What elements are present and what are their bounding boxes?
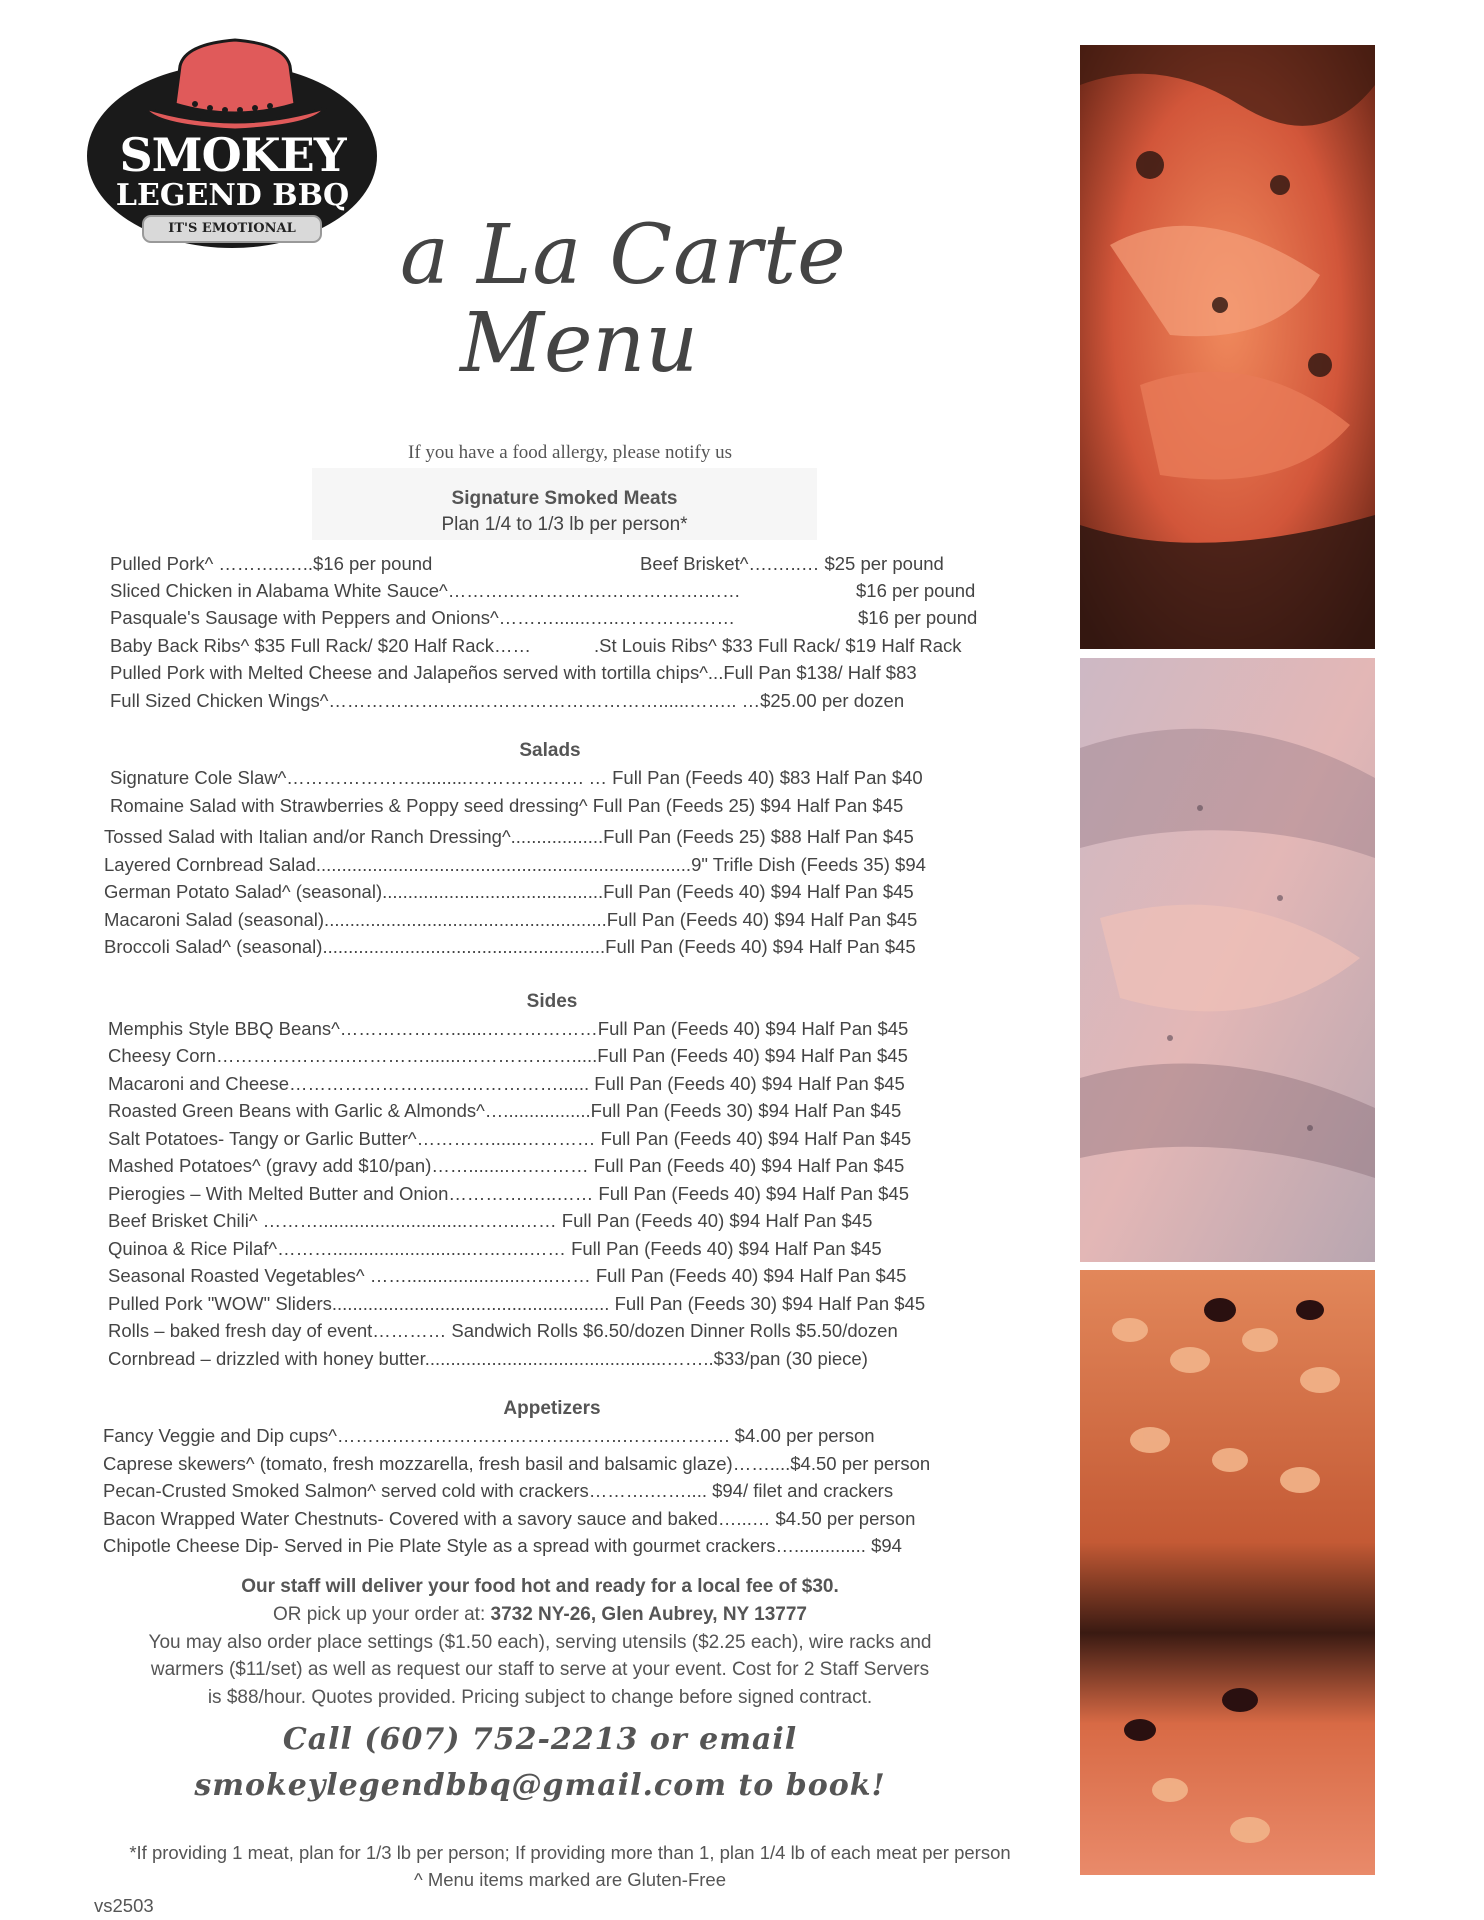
menu-row: Pierogies – With Melted Butter and Onion………….…..…… Full Pan (Feeds 40) $94 Half Pan $45 [108, 1183, 910, 1204]
allergy-note: If you have a food allergy, please notify us [408, 442, 732, 463]
menu-title-line-1: a La Carte [400, 208, 847, 303]
signature-subheading: Plan 1/4 to 1/3 lb per person* [441, 514, 688, 535]
menu-row: Romaine Salad with Strawberries & Poppy seed dressing^ Full Pan (Feeds 25) $94 Half Pan $45 [110, 795, 904, 816]
menu-row: Pulled Pork "WOW" Sliders...................................................... Full Pan (Feeds 30) $94 Half Pan $45 [108, 1293, 926, 1314]
menu-row: Beef Brisket Chili^ ……….............................….…..…… Full Pan (Feeds 40) $94 Half Pan $45 [108, 1210, 873, 1231]
menu-row: $16 per pound [856, 580, 976, 601]
menu-row: Tossed Salad with Italian and/or Ranch Dressing^..................Full Pan (Feeds 25) $88 Half Pan $45 [104, 826, 914, 847]
pickup-prefix: OR pick up your order at: [272, 1604, 491, 1625]
pickup-note [90, 1604, 990, 1626]
menu-row: Full Sized Chicken Wings^……………….…..…………………………......…….. …$25.00 per dozen [110, 690, 905, 711]
section-heading-salads: Salads [519, 740, 581, 761]
extras-note-line-1: You may also order place settings ($1.50 each), serving utensils ($2.25 each), wire racks and [148, 1632, 932, 1653]
menu-row: Sliced Chicken in Alabama White Sauce^……….…………….…………….…… [110, 580, 741, 601]
menu-row: German Potato Salad^ (seasonal)...........................................Full Pan (Feeds 40) $94 Half Pan $45 [104, 881, 914, 902]
call-to-action-line-2: smokeylegendbbq@gmail.com to book! [194, 1768, 886, 1803]
menu-row: Roasted Green Beans with Garlic & Almonds^….................Full Pan (Feeds 30) $94 Half Pan $45 [108, 1100, 902, 1121]
menu-row: Caprese skewers^ (tomato, fresh mozzarella, fresh basil and balsamic glaze)……....$4.50 per person [103, 1453, 931, 1474]
menu-row: $16 per pound [858, 607, 978, 628]
menu-row: Fancy Veggie and Dip cups^……….………………………..……..……..………. $4.00 per person [103, 1425, 875, 1446]
menu-row: Macaroni Salad (seasonal).......................................................Full Pan (Feeds 40) $94 Half Pan $45 [104, 909, 918, 930]
menu-row: Macaroni and Cheese…………………….….……………...... Full Pan (Feeds 40) $94 Half Pan $45 [108, 1073, 905, 1094]
menu-row: .St Louis Ribs^ $33 Full Rack/ $19 Half Rack [594, 635, 962, 656]
meat-plan-footnote: *If providing 1 meat, plan for 1/3 lb per person; If providing more than 1, plan 1/4 lb of each meat per person [129, 1842, 1011, 1863]
section-heading-appetizers: Appetizers [503, 1398, 601, 1419]
menu-row: Broccoli Salad^ (seasonal).......................................................Full Pan (Feeds 40) $94 Half Pan $45 [104, 936, 916, 957]
menu-row: Quinoa & Rice Pilaf^………...........................…..…..…… Full Pan (Feeds 40) $94 Half Pan $45 [108, 1238, 882, 1259]
beans-photo [1080, 1270, 1375, 1875]
section-heading-sides: Sides [526, 991, 578, 1012]
menu-row: Salt Potatoes- Tangy or Garlic Butter^…………......………… Full Pan (Feeds 40) $94 Half Pan $45 [108, 1128, 912, 1149]
menu-row: Pecan-Crusted Smoked Salmon^ served cold with crackers……….…….... $94/ filet and crackers [103, 1480, 894, 1501]
brand-logo [85, 26, 380, 256]
menu-row: Mashed Potatoes^ (gravy add $10/pan)……........….……… Full Pan (Feeds 40) $94 Half Pan $45 [108, 1155, 905, 1176]
menu-row: Pulled Pork with Melted Cheese and Jalapeños served with tortilla chips^...Full Pan $138/ Half $83 [110, 662, 917, 683]
delivery-note: Our staff will deliver your food hot and ready for a local fee of $30. [241, 1576, 839, 1597]
section-heading-signature: Signature Smoked Meats [451, 488, 678, 509]
brisket-photo [1080, 45, 1375, 649]
pork-photo [1080, 658, 1375, 1262]
menu-title-line-2: Menu [460, 296, 699, 391]
menu-row: Seasonal Roasted Vegetables^ …….......................…..…… Full Pan (Feeds 40) $94 Half Pan $45 [108, 1265, 907, 1286]
extras-note-line-3: is $88/hour. Quotes provided. Pricing subject to change before signed contract. [207, 1687, 873, 1708]
menu-row: Cornbread – drizzled with honey butter...............................................……..$33/pan (30 piece) [108, 1348, 868, 1369]
menu-row: Pulled Pork^ ………..…..$16 per pound [110, 553, 433, 574]
version-code: vs2503 [94, 1895, 154, 1916]
menu-row: Beef Brisket^….…..… $25 per pound [640, 553, 944, 574]
logo-tagline: IT'S EMOTIONAL [168, 221, 296, 236]
call-to-action-line-1: Call (607) 752-2213 or email [282, 1722, 798, 1757]
menu-row: Cheesy Corn………………….………….......……………….....Full Pan (Feeds 40) $94 Half Pan $45 [108, 1045, 908, 1066]
logo-line-1: SMOKEY [119, 128, 346, 182]
menu-row: Memphis Style BBQ Beans^……………….......………………Full Pan (Feeds 40) $94 Half Pan $45 [108, 1018, 909, 1039]
gluten-free-footnote: ^ Menu items marked are Gluten-Free [414, 1869, 726, 1890]
menu-row: Chipotle Cheese Dip- Served in Pie Plate Style as a spread with gourmet crackers….............. $94 [103, 1535, 902, 1556]
extras-note-line-2: warmers ($11/set) as well as request our staff to serve at your event. Cost for 2 Staff Servers [150, 1659, 930, 1680]
logo-line-2: LEGEND BBQ [115, 178, 350, 213]
menu-row: Rolls – baked fresh day of event………… Sandwich Rolls $6.50/dozen Dinner Rolls $5.50/dozen [108, 1320, 898, 1341]
menu-row: Pasquale's Sausage with Peppers and Onions^……….......…..………….…… [110, 607, 736, 628]
pickup-address: 3732 NY-26, Glen Aubrey, NY 13777 [490, 1604, 808, 1625]
menu-row: Baby Back Ribs^ $35 Full Rack/ $20 Half Rack…… [110, 635, 531, 656]
menu-row: Bacon Wrapped Water Chestnuts- Covered with a savory sauce and baked…...… $4.50 per person [103, 1508, 916, 1529]
menu-row: Layered Cornbread Salad.........................................................................9" Trifle Dish (Feeds 35) $94 [104, 854, 926, 875]
menu-row: Signature Cole Slaw^…………………..........………………. … Full Pan (Feeds 40) $83 Half Pan $40 [110, 767, 923, 788]
